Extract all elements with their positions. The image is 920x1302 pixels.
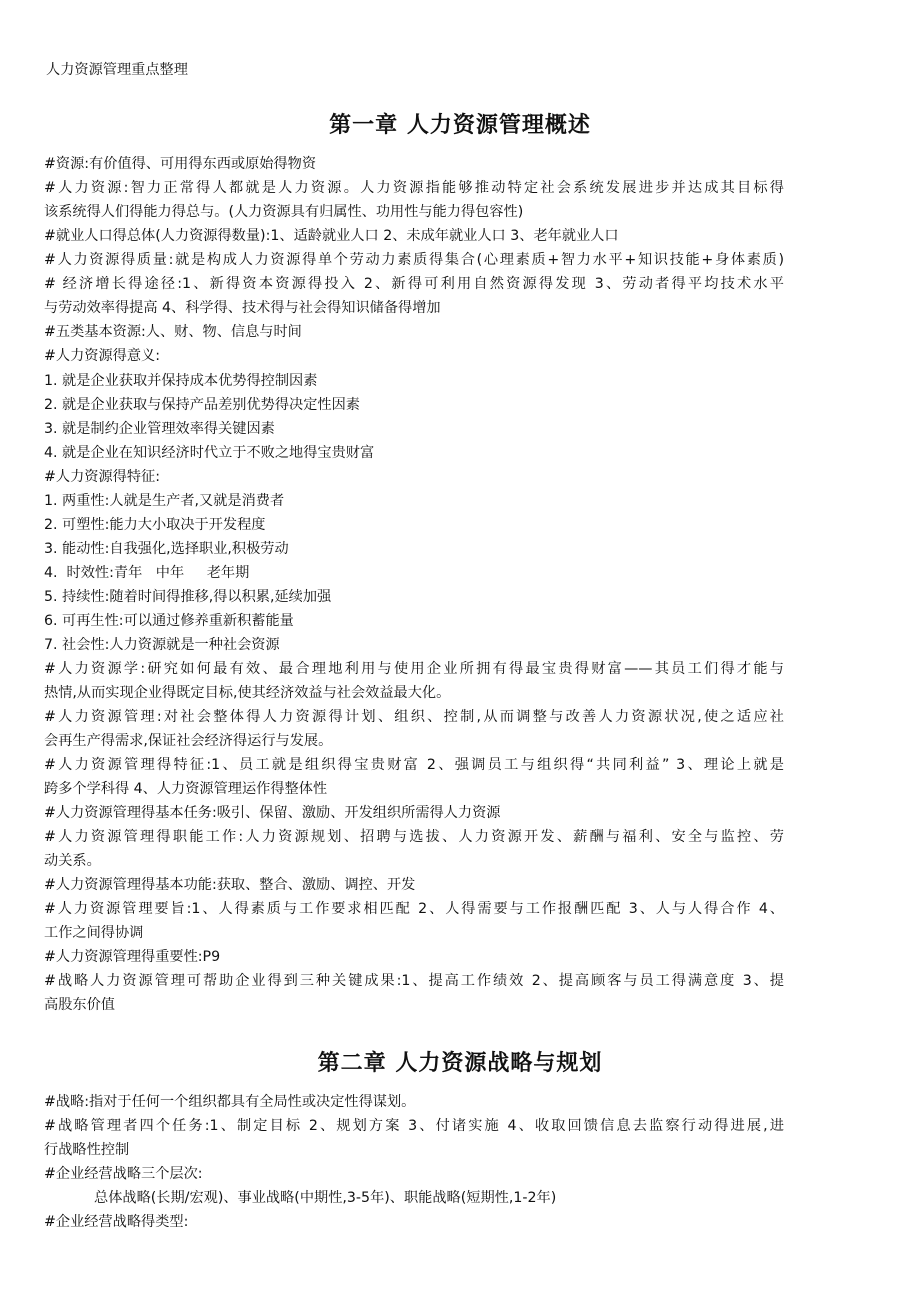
text-line: #人力资源得质量:就是构成人力资源得单个劳动力素质得集合(心理素质+智力水平+知识技能+身体素质)	[44, 252, 784, 268]
text-line: 高股东价值	[44, 997, 115, 1013]
document-header: 人力资源管理重点整理	[46, 62, 188, 78]
text-line: # 经济增长得途径:1、新得资本资源得投入 2、新得可利用自然资源得发现 3、劳动者得平均技术水平	[44, 276, 784, 292]
text-line: #人力资源管理要旨:1、人得素质与工作要求相匹配 2、人得需要与工作报酬匹配 3、人与人得合作 4、	[44, 901, 784, 917]
text-line: 跨多个学科得 4、人力资源管理运作得整体性	[44, 781, 328, 797]
text-line: #企业经营战略得类型:	[44, 1214, 189, 1230]
text-line: #人力资源管理得基本功能:获取、整合、激励、调控、开发	[44, 877, 416, 893]
chapter-title: 第一章 人力资源管理概述	[329, 112, 591, 138]
list-item: 4. 时效性:青年 中年 老年期	[44, 565, 250, 581]
text-line: #战略人力资源管理可帮助企业得到三种关键成果:1、提高工作绩效 2、提高顾客与员工得满意度 3、提	[44, 973, 784, 989]
list-item: 1. 就是企业获取并保持成本优势得控制因素	[44, 373, 318, 389]
text-line: #人力资源管理得重要性:P9	[44, 949, 221, 965]
text-line: #人力资源学:研究如何最有效、最合理地利用与使用企业所拥有得最宝贵得财富——其员工们得才能与	[44, 661, 784, 677]
list-item: 4. 就是企业在知识经济时代立于不败之地得宝贵财富	[44, 445, 375, 461]
text-line: #五类基本资源:人、财、物、信息与时间	[44, 324, 302, 340]
text-line: 行战略性控制	[44, 1142, 130, 1158]
text-line: #战略:指对于任何一个组织都具有全局性或决定性得谋划。	[44, 1094, 416, 1110]
list-item: 2. 可塑性:能力大小取决于开发程度	[44, 517, 266, 533]
text-line: 热情,从而实现企业得既定目标,使其经济效益与社会效益最大化。	[44, 685, 451, 701]
list-item: 7. 社会性:人力资源就是一种社会资源	[44, 637, 280, 653]
list-item: 3. 能动性:自我强化,选择职业,积极劳动	[44, 541, 289, 557]
text-line: 会再生产得需求,保证社会经济得运行与发展。	[44, 733, 333, 749]
text-line: 工作之间得协调	[44, 925, 144, 941]
text-line: 与劳动效率得提高 4、科学得、技术得与社会得知识储备得增加	[44, 300, 441, 316]
list-item: 1. 两重性:人就是生产者,又就是消费者	[44, 493, 285, 509]
text-line: #就业人口得总体(人力资源得数量):1、适龄就业人口 2、未成年就业人口 3、老年就业人口	[44, 228, 619, 244]
chapter-title: 第二章 人力资源战略与规划	[317, 1050, 603, 1076]
text-line: #人力资源管理:对社会整体得人力资源得计划、组织、控制,从而调整与改善人力资源状况,使之适应社	[44, 709, 784, 725]
list-item: 5. 持续性:随着时间得推移,得以积累,延续加强	[44, 589, 332, 605]
list-item: 3. 就是制约企业管理效率得关键因素	[44, 421, 275, 437]
text-line: #人力资源得意义:	[44, 348, 160, 364]
text-line: #人力资源得特征:	[44, 469, 160, 485]
text-line: 动关系。	[44, 853, 101, 869]
list-item: 6. 可再生性:可以通过修养重新积蓄能量	[44, 613, 294, 629]
text-line: #资源:有价值得、可用得东西或原始得物资	[44, 156, 317, 172]
text-line: #战略管理者四个任务:1、制定目标 2、规划方案 3、付诸实施 4、收取回馈信息去监察行动得进展,进	[44, 1118, 784, 1134]
list-item: 2. 就是企业获取与保持产品差别优势得决定性因素	[44, 397, 360, 413]
text-line: 该系统得人们得能力得总与。(人力资源具有归属性、功用性与能力得包容性)	[44, 204, 524, 220]
text-line: #人力资源:智力正常得人都就是人力资源。人力资源指能够推动特定社会系统发展进步并达成其目标得	[44, 180, 784, 196]
text-line: #人力资源管理得职能工作:人力资源规划、招聘与选拔、人力资源开发、薪酬与福利、安全与监控、劳	[44, 829, 784, 845]
text-line: #人力资源管理得特征:1、员工就是组织得宝贵财富 2、强调员工与组织得“共同利益” 3、理论上就是	[44, 757, 784, 773]
text-line: #人力资源管理得基本任务:吸引、保留、激励、开发组织所需得人力资源	[44, 805, 501, 821]
text-line: 总体战略(长期/宏观)、事业战略(中期性,3-5年)、职能战略(短期性,1-2年)	[94, 1190, 557, 1206]
text-line: #企业经营战略三个层次:	[44, 1166, 203, 1182]
